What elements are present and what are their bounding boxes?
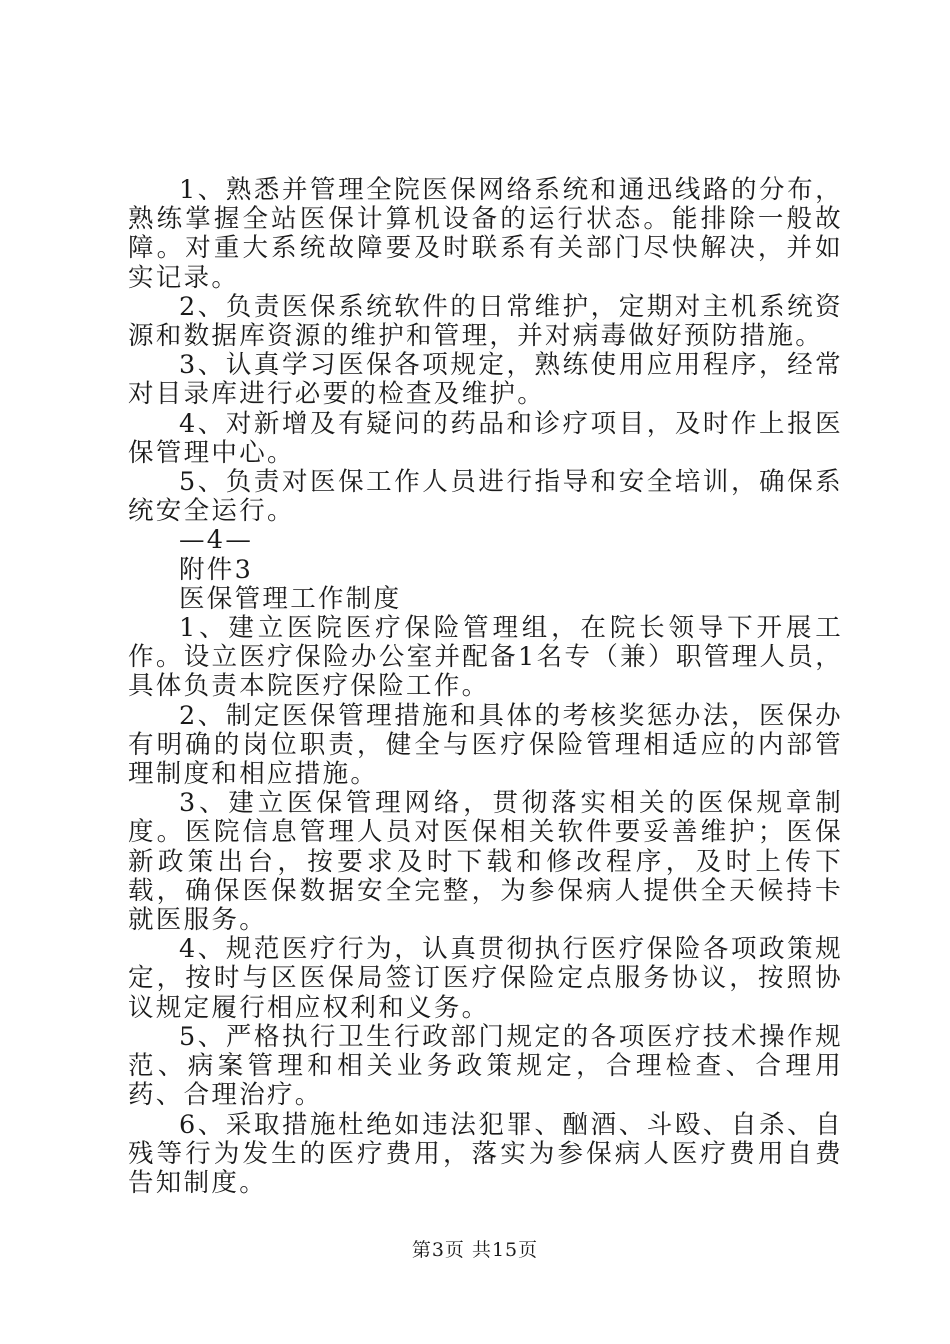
- paragraph-medical-conduct: 4、规范医疗行为，认真贯彻执行医疗保险各项政策规定，按时与区医保局签订医疗保险定点服务协议，按照协议规定履行相应权利和义务。: [128, 934, 843, 1023]
- paragraph-management-network: 3、建立医保管理网络，贯彻落实相关的医保规章制度。医院信息管理人员对医保相关软件要妥善维护；医保新政策出台，按要求及时下载和修改程序，及时上传下载，确保医保数据安全完整，为参保病人提供全天候持卡就医服务。: [128, 788, 843, 936]
- page-marker: —4—: [179, 525, 254, 556]
- paragraph-software-maintenance: 2、负责医保系统软件的日常维护，定期对主机系统资源和数据库资源的维护和管理，并对病毒做好预防措施。: [128, 291, 843, 352]
- paragraph-staff-training: 5、负责对医保工作人员进行指导和安全培训，确保系统安全运行。: [128, 467, 843, 527]
- paragraph-management-group: 1、建立医院医疗保险管理组，在院长领导下开展工作。设立医疗保险办公室并配备1名专（兼）职管理人员，具体负责本院医疗保险工作。: [128, 613, 843, 702]
- page-footer: 第3页 共15页: [411, 1239, 539, 1261]
- paragraph-technical-standards: 5、严格执行卫生行政部门规定的各项医疗技术操作规范、病案管理和相关业务政策规定，合理检查、合理用药、合理治疗。: [128, 1021, 843, 1111]
- paragraph-new-drugs-report: 4、对新增及有疑问的药品和诊疗项目，及时作上报医保管理中心。: [128, 408, 843, 468]
- section-title: 医保管理工作制度: [179, 583, 402, 614]
- paragraph-management-measures: 2、制定医保管理措施和具体的考核奖惩办法，医保办有明确的岗位职责，健全与医疗保险管理相适应的内部管理制度和相应措施。: [128, 700, 843, 790]
- document-body: [128, 176, 843, 1198]
- paragraph-study-regulations: 3、认真学习医保各项规定，熟练使用应用程序，经常对目录库进行必要的检查及维护。: [128, 350, 843, 410]
- paragraph-network-management: 1、熟悉并管理全院医保网络系统和通迅线路的分布，熟练掌握全站医保计算机设备的运行状态。能排除一般故障。对重大系统故障要及时联系有关部门尽快解决，并如实记录。: [128, 175, 843, 293]
- paragraph-expense-control: 6、采取措施杜绝如违法犯罪、酗酒、斗殴、自杀、自残等行为发生的医疗费用，落实为参保病人医疗费用自费告知制度。: [128, 1109, 843, 1198]
- attachment-label: 附件3: [179, 554, 254, 585]
